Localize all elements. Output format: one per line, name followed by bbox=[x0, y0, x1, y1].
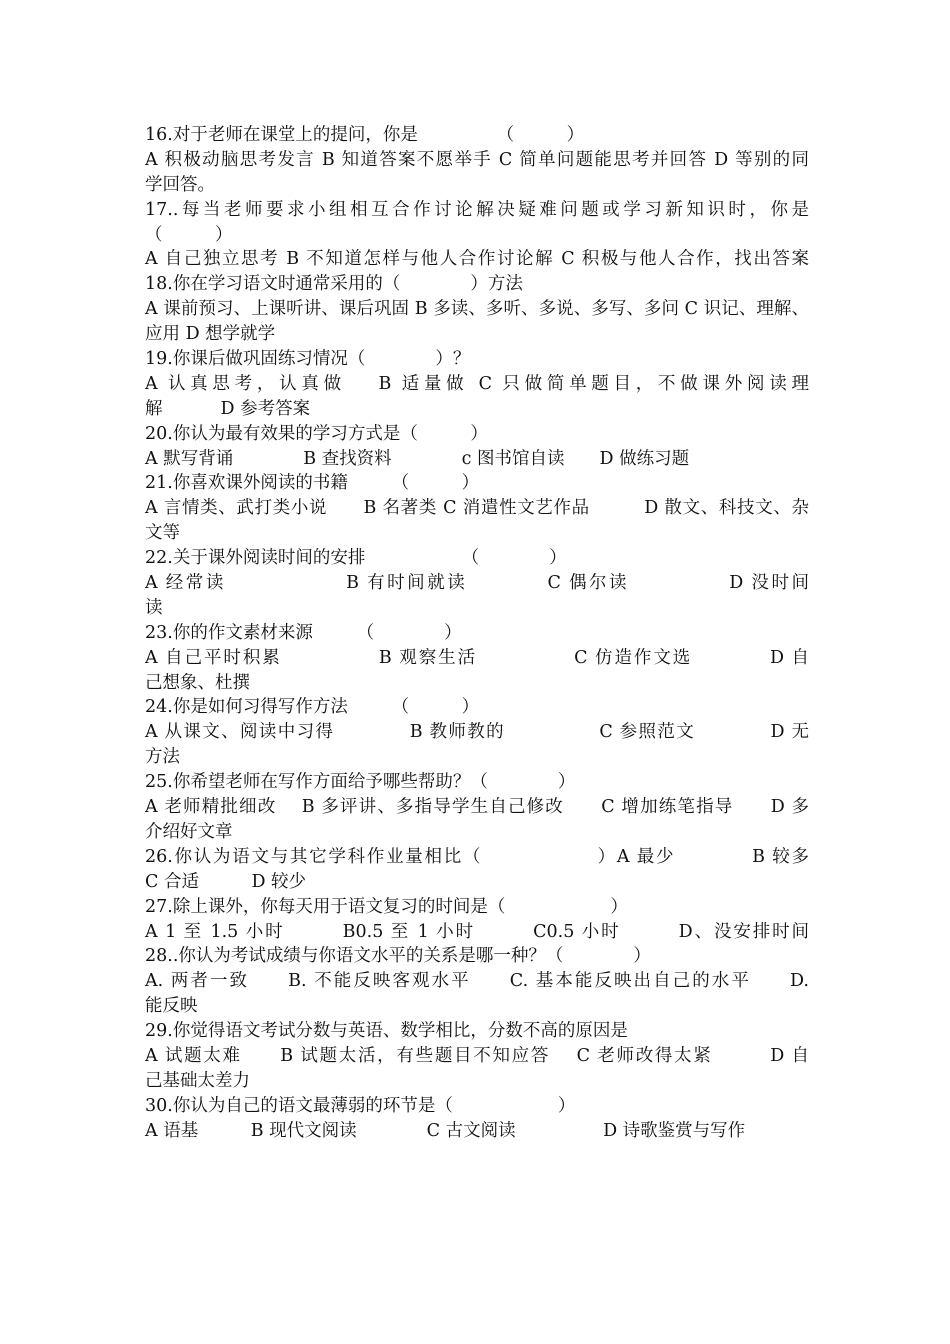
question-17-blank: （ ） bbox=[145, 224, 233, 245]
question-26: 26.你认为语文与其它学科作业量相比（ ）A 最少 B 较多 bbox=[145, 846, 809, 867]
question-27-options: A 1 至 1.5 小时 B0.5 至 1 小时 C0.5 小时 D、没安排时间 bbox=[145, 921, 809, 942]
question-30: 30.你认为自己的语文最薄弱的环节是（ ） bbox=[145, 1095, 576, 1116]
question-19-options: A 认真思考，认真做 B 适量做 C 只做简单题目，不做课外阅读理 bbox=[145, 373, 809, 394]
question-27: 27.除上课外，你每天用于语文复习的时间是（ ） bbox=[145, 896, 628, 917]
question-20: 20.你认为最有效果的学习方式是（ ） bbox=[145, 423, 488, 444]
question-28-options-cont: 能反映 bbox=[145, 996, 198, 1017]
question-22: 22.关于课外阅读时间的安排 （ ） bbox=[145, 548, 567, 569]
question-18: 18.你在学习语文时通常采用的（ ）方法 bbox=[145, 274, 523, 295]
question-16: 16.对于老师在课堂上的提问，你是 （ ） bbox=[145, 125, 585, 145]
question-22-options: A 经常读 B 有时间就读 C 偶尔读 D 没时间 bbox=[145, 573, 809, 594]
question-19: 19.你课后做巩固练习情况（ ）？ bbox=[145, 349, 471, 370]
question-24: 24.你是如何习得写作方法 （ ） bbox=[145, 697, 480, 718]
question-26-options-cont: C 合适 D 较少 bbox=[145, 871, 307, 892]
question-23-options: A 自己平时积累 B 观察生活 C 仿造作文选 D 自 bbox=[145, 647, 809, 668]
question-23-options-cont: 己想象、杜撰 bbox=[145, 672, 250, 693]
question-21-options-cont: 文等 bbox=[145, 523, 180, 544]
question-25: 25.你希望老师在写作方面给予哪些帮助？（ ） bbox=[145, 772, 576, 793]
question-21: 21.你喜欢课外阅读的书籍 （ ） bbox=[145, 473, 480, 494]
question-17-options: A 自己独立思考 B 不知道怎样与他人合作讨论解 C 积极与他人合作，找出答案 bbox=[145, 249, 809, 270]
question-21-options: A 言情类、武打类小说 B 名著类 C 消遣性文艺作品 D 散文、科技文、杂 bbox=[145, 498, 809, 519]
question-30-options: A 语基 B 现代文阅读 C 古文阅读 D 诗歌鉴赏与写作 bbox=[145, 1120, 746, 1141]
question-24-options-cont: 方法 bbox=[145, 747, 180, 768]
question-23: 23.你的作文素材来源 （ ） bbox=[145, 622, 462, 643]
question-19-options-cont: 解 D 参考答案 bbox=[145, 398, 311, 419]
question-18-options: A 课前预习、上课听讲、课后巩固 B 多读、多听、多说、多写、多问 C 识记、理解、 bbox=[145, 299, 809, 320]
question-24-options: A 从课文、阅读中习得 B 教师教的 C 参照范文 D 无 bbox=[145, 722, 809, 743]
question-29-options: A 试题太难 B 试题太活，有些题目不知应答 C 老师改得太紧 D 自 bbox=[145, 1045, 809, 1066]
question-29: 29.你觉得语文考试分数与英语、数学相比，分数不高的原因是 bbox=[145, 1021, 628, 1042]
document-page bbox=[145, 123, 809, 1144]
question-16-options: A 积极动脑思考发言 B 知道答案不愿举手 C 简单问题能思考并回答 D 等别的同 bbox=[145, 149, 809, 170]
question-17: 17..每当老师要求小组相互合作讨论解决疑难问题或学习新知识时，你是 bbox=[145, 199, 809, 220]
question-18-options-cont: 应用 D 想学就学 bbox=[145, 324, 276, 345]
question-22-options-cont: 读 bbox=[145, 597, 163, 618]
question-20-options: A 默写背诵 B 查找资料 c 图书馆自读 D 做练习题 bbox=[145, 448, 690, 469]
question-28: 28..你认为考试成绩与你语文水平的关系是哪一种？（ ） bbox=[145, 946, 651, 967]
question-16-options-cont: 学回答。 bbox=[145, 174, 215, 195]
question-25-options-cont: 介绍好文章 bbox=[145, 821, 233, 842]
question-25-options: A 老师精批细改 B 多评讲、多指导学生自己修改 C 增加练笔指导 D 多 bbox=[145, 797, 809, 818]
question-28-options: A. 两者一致 B. 不能反映客观水平 C. 基本能反映出自己的水平 D. bbox=[145, 971, 809, 992]
question-29-options-cont: 己基础太差力 bbox=[145, 1070, 250, 1091]
